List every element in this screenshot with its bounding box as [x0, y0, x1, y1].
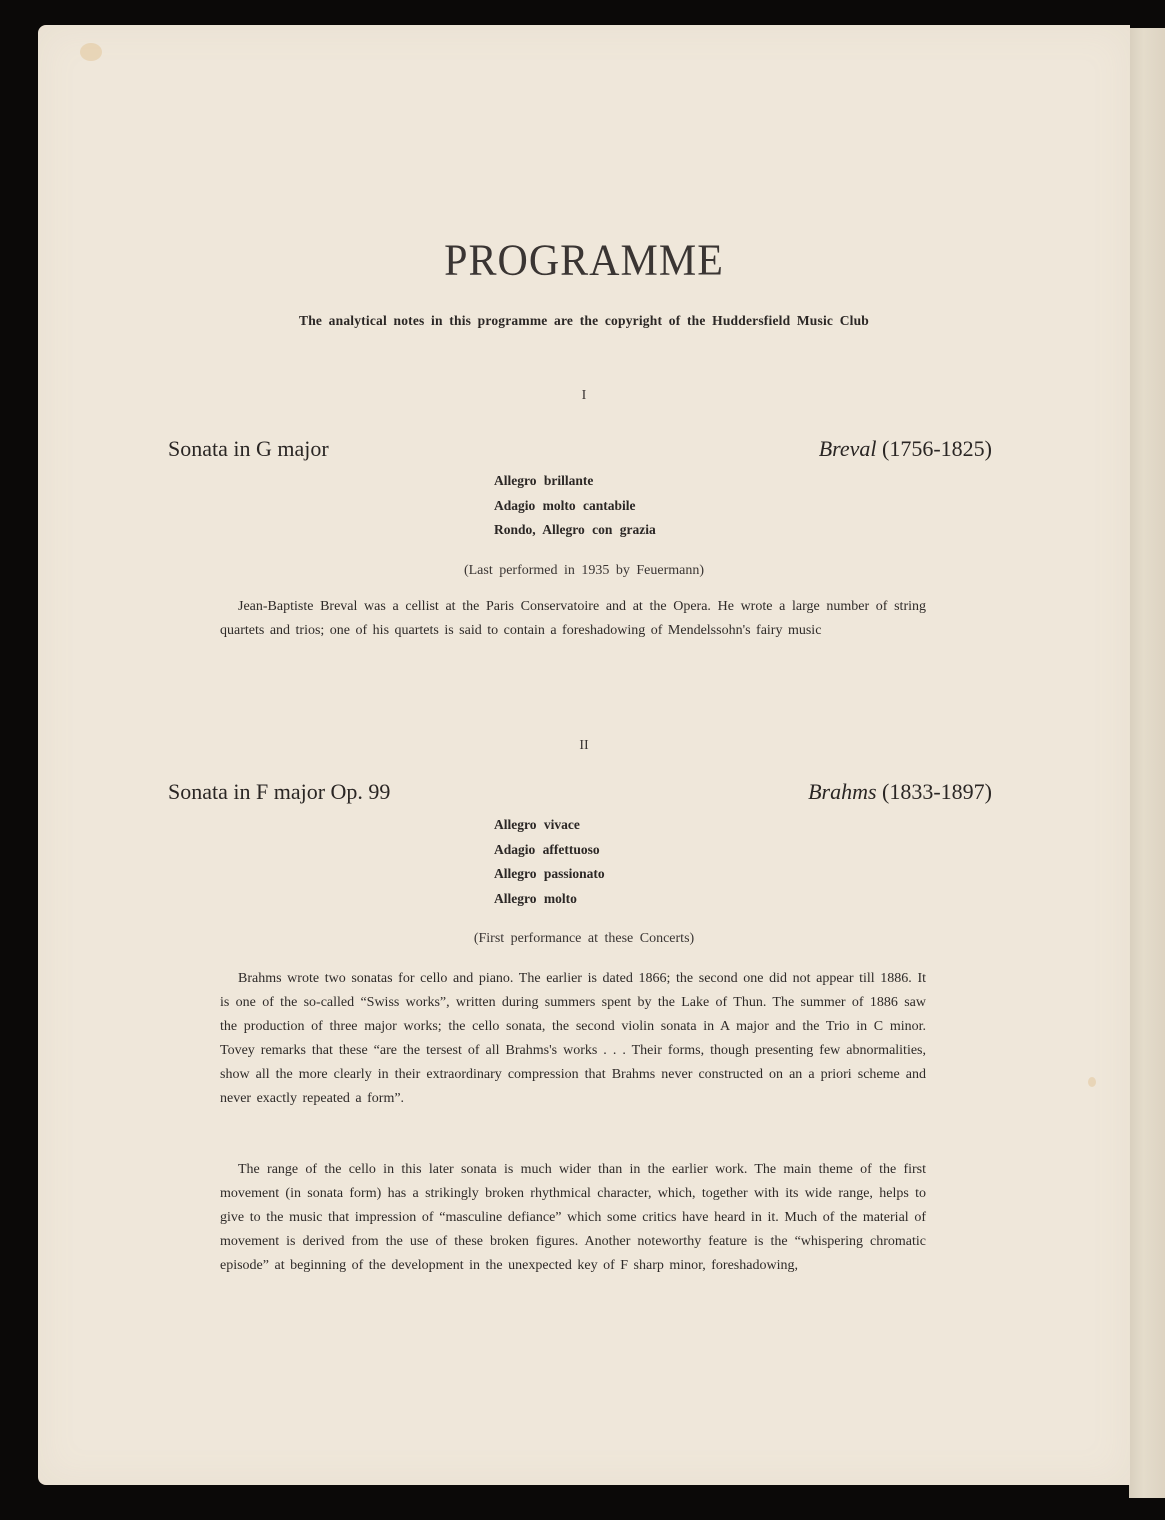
item-numeral: II [579, 738, 589, 753]
composer-name: Brahms [808, 779, 877, 804]
movement: Allegro passionato [494, 866, 605, 881]
movement: Rondo, Allegro con grazia [494, 522, 656, 537]
item-numeral: I [581, 388, 587, 403]
movement-list [494, 469, 656, 543]
page-title: PROGRAMME [444, 236, 724, 286]
movement: Allegro molto [494, 890, 577, 906]
movement: Adagio affettuoso [494, 841, 600, 857]
page-content [38, 25, 1130, 1485]
programme-page [38, 25, 1130, 1485]
movement: Adagio molto cantabile [494, 497, 636, 513]
work-title: Sonata in F major Op. 99 [168, 779, 391, 804]
composer [819, 436, 992, 462]
composer-dates: (1833-1897) [876, 779, 992, 804]
copyright-note: The analytical notes in this programme are the copyright of the Huddersfield Music Club [298, 313, 870, 328]
performance-note: (Last performed in 1935 by Feuermann) [463, 563, 705, 578]
analytical-note-paragraph: Jean-Baptiste Breval was a cellist at the Paris Conservatoire and at the Opera. He wrote a large number of string quartets and trios; one of his quartets is said to contain a foreshadowing of Mendelssohn's fairy music [220, 599, 926, 638]
analytical-note-paragraph: The range of the cello in this later sonata is much wider than in the earlier work. The main theme of the first movement (in sonata form) has a strikingly broken rhythmical character, which, together with its wide range, helps to give to the music that impression of “masculine defiance” which some critics have heard in it. Much of the material of movement is derived from the use of these broken figures. Another noteworthy feature is the “whispering chromatic episode” at beginning of the development in the unexpected key of F sharp minor, foreshadowing, [220, 1162, 926, 1273]
adjacent-page-edge [1129, 28, 1165, 1498]
composer [808, 779, 992, 805]
performance-note: (First performance at these Concerts) [473, 931, 695, 946]
movement: Allegro vivace [494, 817, 580, 832]
movement: Allegro brillante [494, 473, 594, 488]
movement-list [494, 813, 605, 911]
work-title: Sonata in G major [168, 436, 329, 461]
composer-dates: (1756-1825) [876, 436, 992, 461]
composer-name: Breval [818, 436, 877, 461]
analytical-note-paragraph: Brahms wrote two sonatas for cello and piano. The earlier is dated 1866; the second one did not appear till 1886. It is one of the so-called “Swiss works”, written during summers spent by the Lake of Thun. The summer of 1886 saw the production of three major works; the cello sonata, the second violin sonata in A major and the Trio in C minor. Tovey remarks that these “are the tersest of all Brahms's works . . . Their forms, though presenting few abnormalities, show all the more clearly in their extraordinary compression that Brahms never constructed on an a priori scheme and never exactly repeated a form”. [220, 971, 926, 1106]
